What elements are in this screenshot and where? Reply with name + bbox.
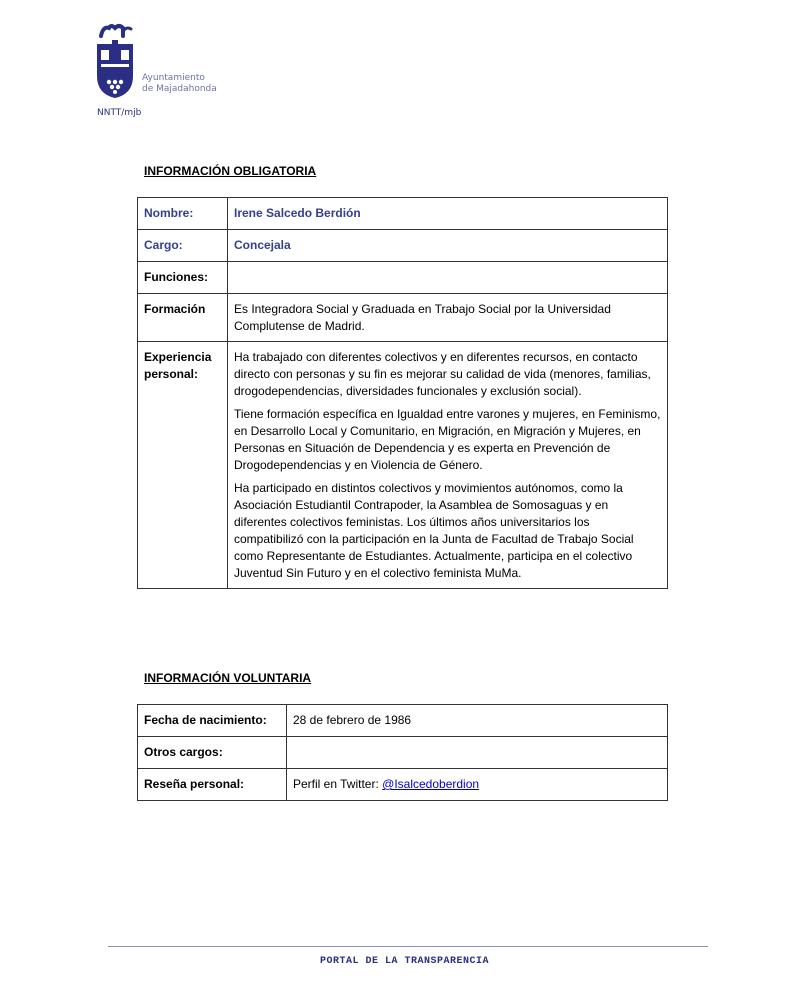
- education-label: Formación: [138, 294, 228, 342]
- name-value: Irene Salcedo Berdión: [228, 198, 668, 230]
- table-row: [138, 737, 668, 769]
- position-label: Cargo:: [138, 230, 228, 262]
- mandatory-info-title: INFORMACIÓN OBLIGATORIA: [144, 164, 317, 178]
- table-row: [138, 769, 668, 801]
- functions-value: [228, 262, 668, 294]
- voluntary-info-table: [137, 704, 668, 801]
- document-reference: NNTT/mjb: [97, 108, 142, 118]
- footer-divider: [108, 946, 708, 947]
- functions-label: Funciones:: [138, 262, 228, 294]
- birthdate-value: 28 de febrero de 1986: [287, 705, 668, 737]
- mandatory-info-table: [137, 197, 668, 589]
- name-label: Nombre:: [138, 198, 228, 230]
- footer-title: PORTAL DE LA TRANSPARENCIA: [320, 956, 490, 967]
- experience-paragraph-3: Ha participado en distintos colectivos y movimientos autónomos, como la Asociación Estudiantil Contrapoder, la Asamblea de Somosaguas y en diferentes colectivos feministas. Los últimos años universitarios los compatibilizó con la participación en la Junta de Facultad de Trabajo Social como Representante de Estudiantes. Actualmente, participa en el colectivo Juventud Sin Futuro y en el colectivo feminista MuMa.: [234, 481, 634, 580]
- personal-review-value: [287, 769, 668, 801]
- experience-paragraph-2: Tiene formación específica en Igualdad entre varones y mujeres, en Feminismo, en Desarrollo Local y Comunitario, en Migración, en Migración y Mujeres, en Personas en Situación de Dependencia y es experta en Prevención de Drogodependencias y en Violencia de Género.: [234, 407, 661, 472]
- table-row: [138, 262, 668, 294]
- voluntary-info-title: INFORMACIÓN VOLUNTARIA: [144, 671, 312, 685]
- logo-text: [142, 73, 217, 95]
- position-value: Concejala: [228, 230, 668, 262]
- birthdate-label: Fecha de nacimiento:: [138, 705, 287, 737]
- other-positions-value: [287, 737, 668, 769]
- education-value: Es Integradora Social y Graduada en Trabajo Social por la Universidad Complutense de Madrid.: [228, 294, 668, 342]
- experience-paragraph-1: Ha trabajado con diferentes colectivos y en diferentes recursos, en contacto directo con personas y su fin es mejorar su calidad de vida (menores, familias, drogodependencias, diversidades funcionales y exclusión social).: [234, 350, 651, 398]
- experience-value: [228, 342, 668, 589]
- experience-label: Experiencia personal:: [138, 342, 228, 589]
- twitter-prefix: Perfil en Twitter:: [293, 777, 383, 791]
- personal-review-label: Reseña personal:: [138, 769, 287, 801]
- table-row: [138, 230, 668, 262]
- table-row: [138, 198, 668, 230]
- table-row: [138, 294, 668, 342]
- table-row: [138, 342, 668, 589]
- other-positions-label: Otros cargos:: [138, 737, 287, 769]
- logo-line-1: Ayuntamiento: [142, 73, 205, 83]
- twitter-link[interactable]: @Isalcedoberdion: [382, 777, 480, 791]
- table-row: [138, 705, 668, 737]
- logo-line-2: de Majadahonda: [142, 84, 217, 94]
